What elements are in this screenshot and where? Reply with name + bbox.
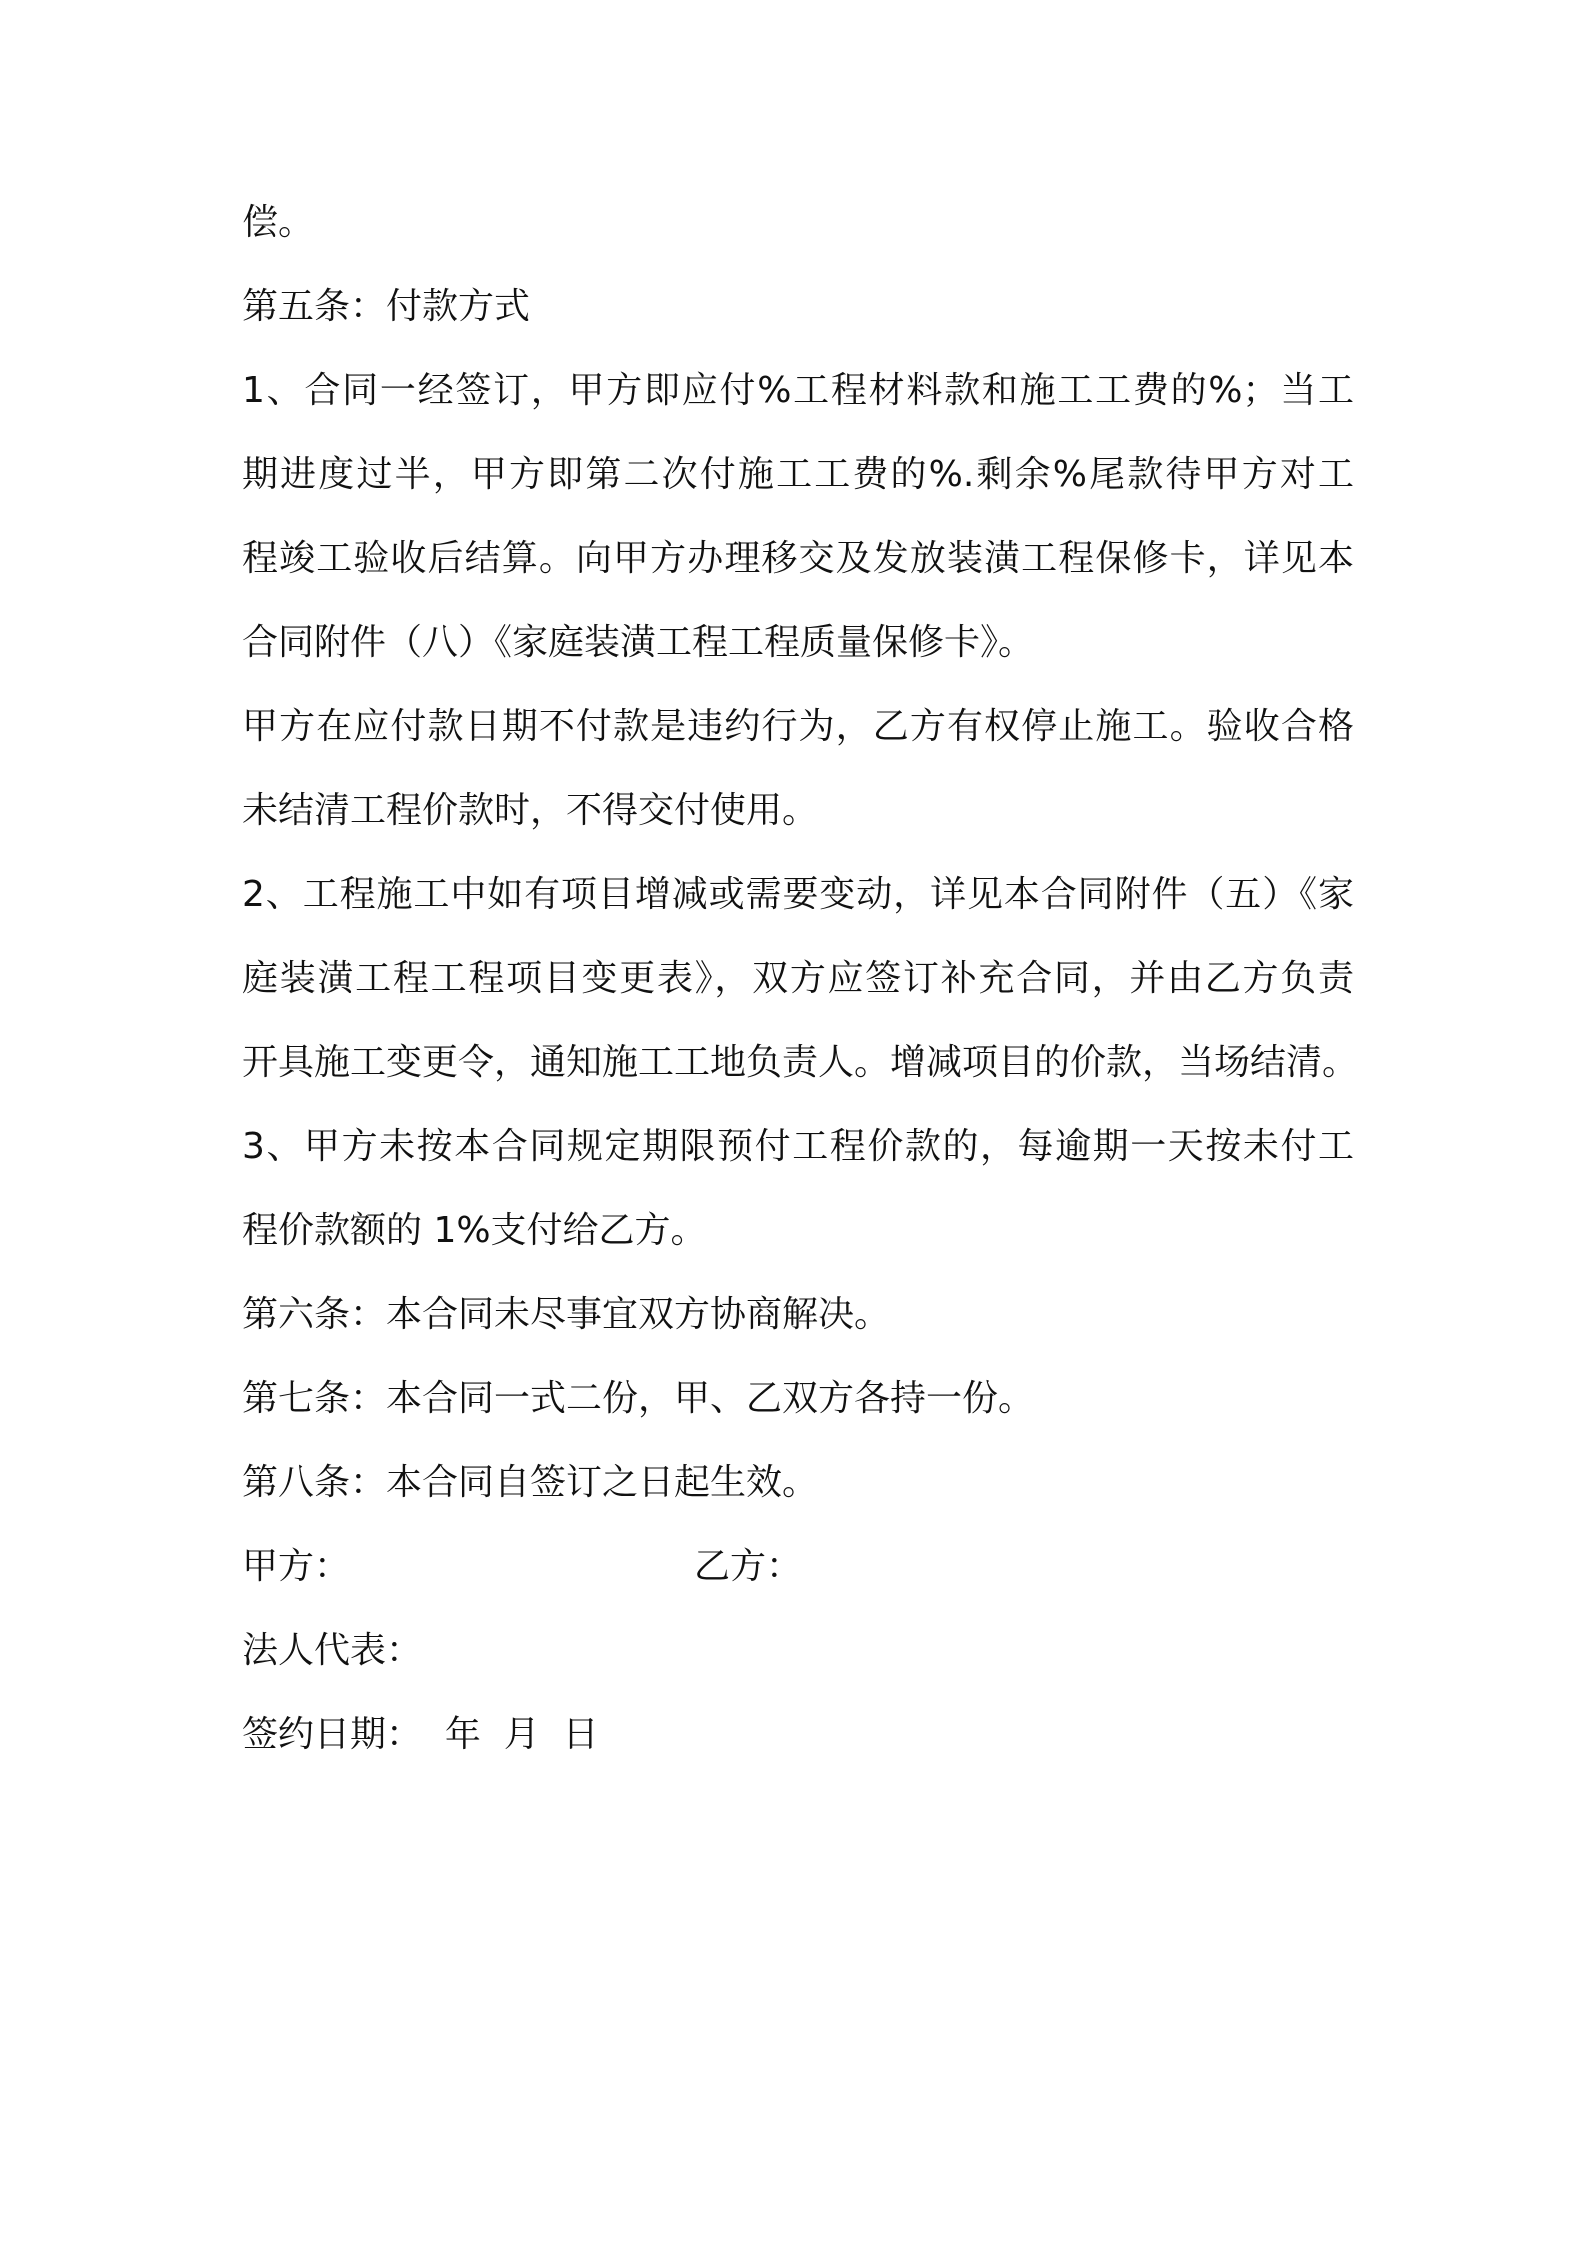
text-line: 庭装潢工程工程项目变更表》，双方应签订补充合同，并由乙方负责 xyxy=(242,958,1354,999)
text-line: 期进度过半，甲方即第二次付施工工费的%.剩余%尾款待甲方对工 xyxy=(242,454,1354,495)
party-a-label: 甲方： xyxy=(242,1546,351,1587)
article-8-line: 第八条：本合同自签订之日起生效。 xyxy=(242,1462,819,1503)
article-5-heading: 第五条：付款方式 xyxy=(242,286,531,327)
text-line: 3、甲方未按本合同规定期限预付工程价款的，每逾期一天按未付工 xyxy=(242,1126,1354,1167)
text-line: 甲方在应付款日期不付款是违约行为，乙方有权停止施工。验收合格 xyxy=(242,706,1354,747)
text-line: 程价款额的 1%支付给乙方。 xyxy=(242,1210,707,1251)
sign-date-label: 签约日期： 年 月 日 xyxy=(242,1714,599,1755)
party-b-label: 乙方： xyxy=(694,1546,803,1587)
text-line: 开具施工变更令，通知施工工地负责人。增减项目的价款，当场结清。 xyxy=(242,1042,1359,1083)
article-6-line: 第六条：本合同未尽事宜双方协商解决。 xyxy=(242,1294,891,1335)
text-line: 偿。 xyxy=(242,202,315,243)
legal-rep-label: 法人代表： xyxy=(242,1630,423,1671)
text-line: 合同附件（八）《家庭装潢工程工程质量保修卡》。 xyxy=(242,622,1035,663)
text-line: 1、合同一经签订，甲方即应付%工程材料款和施工工费的%；当工 xyxy=(242,370,1354,411)
text-line: 程竣工验收后结算。向甲方办理移交及发放装潢工程保修卡，详见本 xyxy=(242,538,1354,579)
text-line: 2、工程施工中如有项目增减或需要变动，详见本合同附件（五）《家 xyxy=(242,874,1354,915)
text-line: 未结清工程价款时，不得交付使用。 xyxy=(242,790,819,831)
article-7-line: 第七条：本合同一式二份，甲、乙双方各持一份。 xyxy=(242,1378,1035,1419)
